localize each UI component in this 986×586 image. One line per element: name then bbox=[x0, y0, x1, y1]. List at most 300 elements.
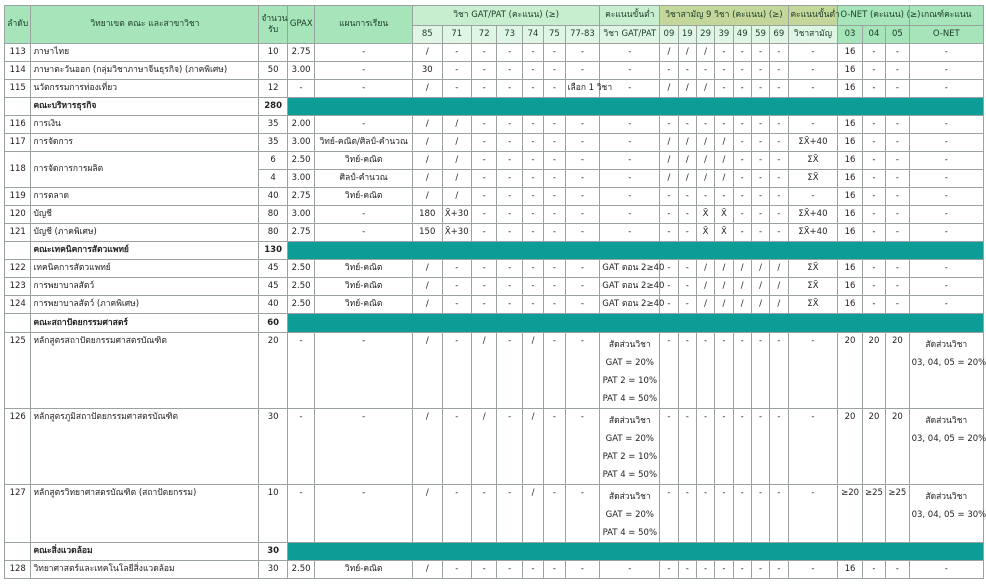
faculty-no-cell bbox=[5, 543, 31, 561]
gpax-cell: 3.00 bbox=[287, 206, 314, 224]
gatpat-cell: / bbox=[413, 296, 443, 314]
gatpat-cell: - bbox=[497, 260, 522, 278]
gatpat-cell: - bbox=[522, 44, 543, 62]
gatpat-cell: - bbox=[565, 206, 600, 224]
common9-cell: - bbox=[751, 409, 769, 485]
gatpat-min-cell: - bbox=[600, 561, 660, 579]
common9-cell: - bbox=[660, 116, 678, 134]
onet-cell: - bbox=[862, 152, 885, 170]
onet-cell: - bbox=[886, 62, 909, 80]
gatpat-col-header: 74 bbox=[522, 26, 543, 44]
gatpat-cell: - bbox=[522, 260, 543, 278]
common9-cell: - bbox=[733, 152, 751, 170]
faculty-band bbox=[287, 314, 983, 333]
common9-cell: X̄ bbox=[715, 224, 733, 242]
gatpat-cell: - bbox=[544, 152, 565, 170]
onet-criteria-cell: - bbox=[909, 224, 983, 242]
program-name: หลักสูตรภูมิสถาปัตยกรรมศาสตรบัณฑิต bbox=[31, 409, 259, 485]
gatpat-cell: - bbox=[565, 62, 600, 80]
program-name: ภาษาตะวันออก (กลุ่มวิชาภาษาจีนธุรกิจ) (ภาคพิเศษ) bbox=[31, 62, 259, 80]
gatpat-cell: - bbox=[497, 80, 522, 98]
gatpat-cell: - bbox=[472, 206, 497, 224]
plan-cell: - bbox=[315, 116, 413, 134]
onet-criteria-header: เกณฑ์คะแนน bbox=[909, 6, 983, 26]
gatpat-cell: / bbox=[442, 152, 472, 170]
gatpat-cell: / bbox=[413, 188, 443, 206]
gatpat-cell: / bbox=[442, 188, 472, 206]
row-number: 119 bbox=[5, 188, 31, 206]
program-name: หลักสูตรวิทยาศาสตรบัณฑิต (สถาปัตยกรรม) bbox=[31, 485, 259, 543]
onet-criteria-cell: - bbox=[909, 296, 983, 314]
col-seats-header: จำนวนรับ bbox=[259, 6, 287, 44]
onet-criteria-cell: - bbox=[909, 62, 983, 80]
common9-min-cell: - bbox=[788, 62, 838, 80]
seats-cell: 30 bbox=[259, 409, 287, 485]
gpax-cell: 3.00 bbox=[287, 170, 314, 188]
onet-cell: - bbox=[886, 296, 909, 314]
gatpat-col-header: 85 bbox=[413, 26, 443, 44]
common9-cell: - bbox=[678, 206, 696, 224]
onet-cell: 20 bbox=[886, 333, 909, 409]
common9-group-header: วิชาสามัญ 9 วิชา (คะแนน) (≥) bbox=[660, 6, 788, 26]
faculty-seats: 130 bbox=[259, 242, 287, 260]
common9-cell: / bbox=[733, 260, 751, 278]
common9-cell: / bbox=[715, 134, 733, 152]
gatpat-cell: - bbox=[522, 278, 543, 296]
common9-min-cell: - bbox=[788, 44, 838, 62]
gpax-cell: 2.50 bbox=[287, 561, 314, 579]
common9-cell: / bbox=[660, 152, 678, 170]
gatpat-cell: 30 bbox=[413, 62, 443, 80]
common9-cell: / bbox=[660, 170, 678, 188]
common9-cell: - bbox=[751, 485, 769, 543]
row-number: 116 bbox=[5, 116, 31, 134]
row-number: 125 bbox=[5, 333, 31, 409]
faculty-row bbox=[5, 314, 984, 333]
common9-cell: - bbox=[733, 561, 751, 579]
common9-cell: - bbox=[770, 152, 788, 170]
common9-cell: / bbox=[678, 80, 696, 98]
gpax-cell: 2.50 bbox=[287, 278, 314, 296]
gatpat-cell: - bbox=[497, 116, 522, 134]
gpax-cell: 2.00 bbox=[287, 116, 314, 134]
gatpat-min-cell: GAT ตอน 2≥40 bbox=[600, 260, 660, 278]
common9-cell: / bbox=[770, 278, 788, 296]
common9-cell: / bbox=[678, 134, 696, 152]
gatpat-cell: / bbox=[413, 333, 443, 409]
common9-cell: / bbox=[696, 296, 714, 314]
seats-cell: 4 bbox=[259, 170, 287, 188]
common9-cell: / bbox=[751, 296, 769, 314]
onet-col-header: 05 bbox=[886, 26, 909, 44]
onet-cell: - bbox=[886, 116, 909, 134]
row-number: 120 bbox=[5, 206, 31, 224]
common9-cell: / bbox=[678, 170, 696, 188]
common9-cell: / bbox=[751, 278, 769, 296]
gpax-cell: 2.75 bbox=[287, 44, 314, 62]
onet-criteria-cell: - bbox=[909, 152, 983, 170]
onet-cell: 16 bbox=[838, 561, 862, 579]
gatpat-min-cell: - bbox=[600, 44, 660, 62]
onet-cell: - bbox=[886, 224, 909, 242]
gatpat-cell: / bbox=[413, 409, 443, 485]
gatpat-min-cell bbox=[600, 485, 660, 543]
common9-cell: - bbox=[751, 44, 769, 62]
onet-cell: - bbox=[886, 134, 909, 152]
common9-cell: - bbox=[751, 80, 769, 98]
gatpat-cell: / bbox=[522, 409, 543, 485]
common9-cell: / bbox=[733, 296, 751, 314]
faculty-seats: 60 bbox=[259, 314, 287, 333]
common9-cell: / bbox=[696, 80, 714, 98]
gatpat-cell: X̄+30 bbox=[442, 206, 472, 224]
common9-cell: - bbox=[770, 62, 788, 80]
gatpat-cell: - bbox=[544, 409, 565, 485]
faculty-band bbox=[287, 98, 983, 116]
gatpat-cell: - bbox=[565, 44, 600, 62]
program-name: การเงิน bbox=[31, 116, 259, 134]
common9-cell: / bbox=[696, 170, 714, 188]
gatpat-cell: - bbox=[522, 224, 543, 242]
gatpat-cell: - bbox=[522, 188, 543, 206]
program-name: การจัดการการผลิต bbox=[31, 152, 259, 188]
gatpat-cell: / bbox=[442, 170, 472, 188]
common9-cell: / bbox=[678, 44, 696, 62]
cell-line: สัดส่วนวิชา bbox=[925, 416, 968, 426]
onet-cell: - bbox=[862, 134, 885, 152]
faculty-row bbox=[5, 98, 984, 116]
gatpat-cell: - bbox=[497, 278, 522, 296]
table-row bbox=[5, 80, 984, 98]
gatpat-cell: - bbox=[522, 80, 543, 98]
onet-cell: - bbox=[886, 170, 909, 188]
common9-cell: / bbox=[660, 44, 678, 62]
common9-cell: X̄ bbox=[696, 224, 714, 242]
common9-cell: - bbox=[696, 116, 714, 134]
gpax-cell: 2.50 bbox=[287, 260, 314, 278]
gatpat-cell: / bbox=[442, 134, 472, 152]
gatpat-min-cell bbox=[600, 409, 660, 485]
gatpat-min-cell: - bbox=[600, 80, 660, 98]
common9-cell: / bbox=[715, 152, 733, 170]
onet-cell: - bbox=[886, 152, 909, 170]
onet-criteria-cell bbox=[909, 333, 986, 409]
common9-cell: - bbox=[770, 116, 788, 134]
common9-cell: - bbox=[715, 333, 733, 409]
gatpat-cell: - bbox=[544, 278, 565, 296]
table-row bbox=[5, 278, 984, 296]
gpax-cell: 2.75 bbox=[287, 188, 314, 206]
common9-cell: - bbox=[660, 409, 678, 485]
gpax-cell: 2.50 bbox=[287, 152, 314, 170]
onet-cell: - bbox=[886, 278, 909, 296]
onet-cell: - bbox=[886, 206, 909, 224]
onet-cell: 16 bbox=[838, 260, 862, 278]
gpax-cell: - bbox=[287, 80, 314, 98]
plan-cell: วิทย์-คณิต bbox=[315, 561, 413, 579]
gatpat-cell: - bbox=[565, 152, 600, 170]
seats-cell: 40 bbox=[259, 296, 287, 314]
cell-line: สัดส่วนวิชา bbox=[925, 492, 968, 502]
common9-min-cell: ΣX̄ bbox=[788, 170, 838, 188]
row-number: 122 bbox=[5, 260, 31, 278]
gatpat-min-cell: - bbox=[600, 116, 660, 134]
program-name: การจัดการ bbox=[31, 134, 259, 152]
common9-cell: / bbox=[660, 134, 678, 152]
gatpat-cell: - bbox=[544, 170, 565, 188]
gatpat-cell: / bbox=[413, 80, 443, 98]
onet-cell: 20 bbox=[862, 333, 885, 409]
onet-cell: - bbox=[862, 80, 885, 98]
onet-cell: - bbox=[862, 116, 885, 134]
header-row-1 bbox=[5, 6, 984, 26]
gatpat-cell: - bbox=[522, 170, 543, 188]
plan-cell: - bbox=[315, 409, 413, 485]
row-number: 128 bbox=[5, 561, 31, 579]
gatpat-cell: / bbox=[413, 134, 443, 152]
gatpat-cell: - bbox=[442, 260, 472, 278]
common9-cell: / bbox=[660, 80, 678, 98]
gatpat-cell: / bbox=[413, 561, 443, 579]
gatpat-cell: - bbox=[442, 62, 472, 80]
gatpat-cell: 180 bbox=[413, 206, 443, 224]
admission-table bbox=[4, 5, 984, 579]
onet-cell: - bbox=[862, 296, 885, 314]
gatpat-cell: - bbox=[497, 170, 522, 188]
gatpat-cell: - bbox=[544, 333, 565, 409]
gatpat-cell: / bbox=[413, 152, 443, 170]
common9-cell: / bbox=[715, 170, 733, 188]
seats-cell: 45 bbox=[259, 278, 287, 296]
row-number: 115 bbox=[5, 80, 31, 98]
faculty-no-cell bbox=[5, 314, 31, 333]
onet-cell: ≥20 bbox=[838, 485, 862, 543]
gatpat-cell: - bbox=[442, 485, 472, 543]
gatpat-min-cell: - bbox=[600, 170, 660, 188]
common9-cell: / bbox=[696, 278, 714, 296]
faculty-name: คณะสถาปัตยกรรมศาสตร์ bbox=[31, 314, 259, 333]
gatpat-cell: - bbox=[472, 80, 497, 98]
gatpat-cell: - bbox=[497, 206, 522, 224]
onet-criteria-cell bbox=[909, 485, 986, 543]
common9-cell: - bbox=[678, 561, 696, 579]
onet-cell: - bbox=[862, 278, 885, 296]
cell-line: PAT 4 = 50% bbox=[602, 470, 658, 480]
cell-line: PAT 2 = 10% bbox=[602, 376, 658, 386]
common9-cell: - bbox=[770, 485, 788, 543]
common9-min-cell: - bbox=[788, 561, 838, 579]
common9-cell: - bbox=[715, 62, 733, 80]
gatpat-cell: - bbox=[544, 260, 565, 278]
onet-cell: - bbox=[886, 44, 909, 62]
common9-cell: - bbox=[751, 188, 769, 206]
common9-cell: - bbox=[678, 188, 696, 206]
common9-cell: - bbox=[770, 561, 788, 579]
common9-cell: / bbox=[770, 260, 788, 278]
onet-cell: 16 bbox=[838, 134, 862, 152]
gatpat-cell: - bbox=[497, 561, 522, 579]
common9-cell: - bbox=[696, 188, 714, 206]
onet-cell: 16 bbox=[838, 170, 862, 188]
gatpat-cell: / bbox=[442, 116, 472, 134]
gatpat-cell: - bbox=[472, 561, 497, 579]
cell-line: GAT = 20% bbox=[605, 358, 654, 368]
plan-cell: วิทย์-คณิต bbox=[315, 152, 413, 170]
gatpat-min-cell: - bbox=[600, 206, 660, 224]
common9-cell: - bbox=[696, 333, 714, 409]
gatpat-min-cell: GAT ตอน 2≥40 bbox=[600, 278, 660, 296]
program-name: การพยาบาลสัตว์ (ภาคพิเศษ) bbox=[31, 296, 259, 314]
common9-min-cell: ΣX̄+40 bbox=[788, 134, 838, 152]
gatpat-cell: - bbox=[497, 333, 522, 409]
cell-line: GAT = 20% bbox=[605, 434, 654, 444]
gatpat-cell: - bbox=[472, 44, 497, 62]
onet-criteria-cell: - bbox=[909, 260, 983, 278]
gatpat-cell: - bbox=[472, 62, 497, 80]
common9-cell: - bbox=[678, 260, 696, 278]
gatpat-cell: - bbox=[497, 152, 522, 170]
faculty-no-cell bbox=[5, 98, 31, 116]
seats-cell: 10 bbox=[259, 44, 287, 62]
common9-cell: - bbox=[751, 561, 769, 579]
plan-cell: วิทย์-คณิต bbox=[315, 278, 413, 296]
common9-cell: / bbox=[770, 296, 788, 314]
gpax-cell: 2.75 bbox=[287, 224, 314, 242]
common9-cell: - bbox=[751, 62, 769, 80]
gatpat-cell: / bbox=[413, 278, 443, 296]
onet-cell: - bbox=[886, 188, 909, 206]
common9-cell: - bbox=[733, 170, 751, 188]
cell-line: สัดส่วนวิชา bbox=[608, 492, 651, 502]
program-name: หลักสูตรสถาปัตยกรรมศาสตรบัณฑิต bbox=[31, 333, 259, 409]
table-row bbox=[5, 333, 984, 409]
gatpat-col-header: 73 bbox=[497, 26, 522, 44]
gatpat-cell: - bbox=[472, 260, 497, 278]
common9-min-header: คะแนนขั้นต่ำ bbox=[788, 6, 838, 26]
gatpat-cell: - bbox=[565, 134, 600, 152]
gatpat-cell: / bbox=[522, 333, 543, 409]
gatpat-cell: - bbox=[497, 409, 522, 485]
gatpat-cell: - bbox=[442, 80, 472, 98]
common9-cell: - bbox=[770, 80, 788, 98]
row-number: 123 bbox=[5, 278, 31, 296]
program-name: เทคนิคการสัตวแพทย์ bbox=[31, 260, 259, 278]
common9-cell: - bbox=[715, 44, 733, 62]
faculty-name: คณะเทคนิคการสัตวแพทย์ bbox=[31, 242, 259, 260]
gatpat-cell: - bbox=[442, 333, 472, 409]
onet-cell: 16 bbox=[838, 62, 862, 80]
cell-line: สัดส่วนวิชา bbox=[925, 340, 968, 350]
onet-cell: - bbox=[886, 260, 909, 278]
onet-criteria-cell: - bbox=[909, 116, 983, 134]
onet-col-header: 03 bbox=[838, 26, 862, 44]
common9-cell: - bbox=[770, 206, 788, 224]
gatpat-col-header: 77-83 bbox=[565, 26, 600, 44]
gatpat-cell: - bbox=[522, 561, 543, 579]
onet-cell: 20 bbox=[838, 333, 862, 409]
table-row bbox=[5, 188, 984, 206]
table-body bbox=[5, 44, 984, 579]
onet-criteria-subheader: O-NET bbox=[909, 26, 983, 44]
gatpat-min-cell bbox=[600, 333, 660, 409]
plan-cell: วิทย์-คณิต bbox=[315, 260, 413, 278]
program-name: บัญชี (ภาคพิเศษ) bbox=[31, 224, 259, 242]
common9-cell: - bbox=[751, 224, 769, 242]
gatpat-min-subheader: วิชา GAT/PAT bbox=[600, 26, 660, 44]
common9-cell: - bbox=[751, 116, 769, 134]
common9-cell: - bbox=[660, 260, 678, 278]
common9-cell: - bbox=[715, 485, 733, 543]
seats-cell: 80 bbox=[259, 206, 287, 224]
gatpat-cell: - bbox=[565, 561, 600, 579]
common9-cell: - bbox=[770, 333, 788, 409]
common9-min-cell: ΣX̄ bbox=[788, 260, 838, 278]
common9-col-header: 49 bbox=[733, 26, 751, 44]
gatpat-cell: - bbox=[472, 170, 497, 188]
gpax-cell: 2.50 bbox=[287, 296, 314, 314]
gatpat-cell: / bbox=[413, 170, 443, 188]
common9-cell: - bbox=[678, 333, 696, 409]
gatpat-cell: - bbox=[497, 62, 522, 80]
common9-cell: X̄ bbox=[715, 206, 733, 224]
common9-cell: - bbox=[751, 333, 769, 409]
gatpat-col-header: 72 bbox=[472, 26, 497, 44]
plan-cell: วิทย์-คณิต bbox=[315, 188, 413, 206]
onet-group-header: O-NET (คะแนน) (≥) bbox=[838, 6, 909, 26]
common9-cell: - bbox=[660, 278, 678, 296]
row-number: 114 bbox=[5, 62, 31, 80]
program-name: นวัตกรรมการท่องเที่ยว bbox=[31, 80, 259, 98]
gatpat-group-header: วิชา GAT/PAT (คะแนน) (≥) bbox=[413, 6, 600, 26]
table-row bbox=[5, 134, 984, 152]
gatpat-cell: - bbox=[565, 409, 600, 485]
gpax-cell: 3.00 bbox=[287, 62, 314, 80]
gatpat-cell: - bbox=[522, 152, 543, 170]
gatpat-cell: - bbox=[544, 485, 565, 543]
gatpat-cell: เลือก 1 วิชา bbox=[565, 80, 600, 98]
row-number: 126 bbox=[5, 409, 31, 485]
onet-criteria-cell: - bbox=[909, 80, 983, 98]
common9-cell: - bbox=[751, 134, 769, 152]
common9-cell: - bbox=[660, 62, 678, 80]
table-row bbox=[5, 260, 984, 278]
common9-cell: / bbox=[733, 278, 751, 296]
table-row bbox=[5, 206, 984, 224]
program-name: การพยาบาลสัตว์ bbox=[31, 278, 259, 296]
program-name: บัญชี bbox=[31, 206, 259, 224]
common9-cell: - bbox=[751, 170, 769, 188]
table-row bbox=[5, 485, 984, 543]
onet-cell: - bbox=[862, 170, 885, 188]
onet-cell: ≥25 bbox=[886, 485, 909, 543]
common9-cell: - bbox=[678, 296, 696, 314]
gatpat-cell: - bbox=[522, 206, 543, 224]
seats-cell: 40 bbox=[259, 188, 287, 206]
gatpat-cell: - bbox=[565, 188, 600, 206]
common9-cell: - bbox=[678, 62, 696, 80]
gatpat-cell: - bbox=[565, 260, 600, 278]
common9-col-header: 29 bbox=[696, 26, 714, 44]
gatpat-cell: / bbox=[472, 409, 497, 485]
gatpat-cell: - bbox=[565, 224, 600, 242]
common9-cell: - bbox=[660, 206, 678, 224]
plan-cell: วิทย์-คณิต bbox=[315, 296, 413, 314]
faculty-name: คณะสิ่งแวดล้อม bbox=[31, 543, 259, 561]
gpax-cell: - bbox=[287, 409, 314, 485]
plan-cell: ศิลป์-คำนวณ bbox=[315, 170, 413, 188]
common9-min-cell: - bbox=[788, 333, 838, 409]
gatpat-min-cell: - bbox=[600, 188, 660, 206]
